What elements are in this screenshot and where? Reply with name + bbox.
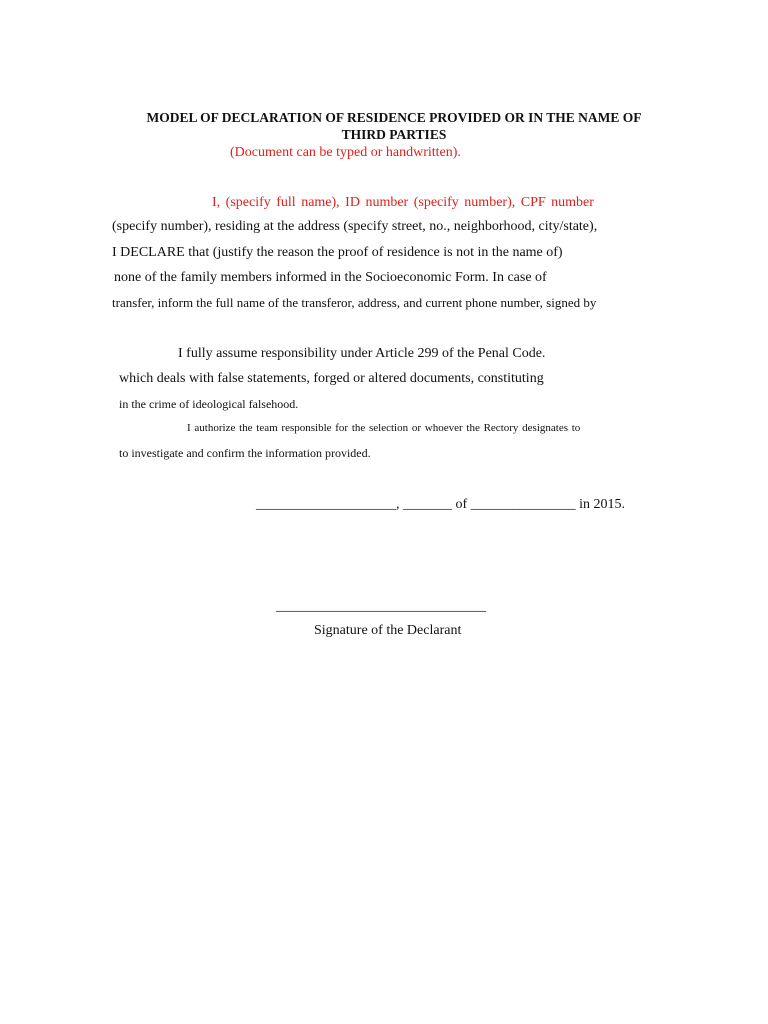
document-note: (Document can be typed or handwritten).	[230, 145, 461, 160]
declaration-line-2: (specify number), residing at the address (specify street, no., neighborhood, city/state),	[112, 219, 598, 234]
signature-line: ______________________________	[276, 599, 486, 614]
declaration-line-5: transfer, inform the full name of the transferor, address, and current phone number, signed by	[112, 295, 597, 310]
date-line: ____________________, _______ of _______________ in 2015.	[256, 497, 626, 512]
declaration-line-4: none of the family members informed in the Socioeconomic Form. In case of	[114, 270, 547, 285]
authorization-line-1: I authorize the team responsible for the selection or whoever the Rectory designates to	[187, 422, 581, 434]
declaration-line-3: I DECLARE that (justify the reason the proof of residence is not in the name of)	[112, 245, 563, 260]
document-title-line-2: THIRD PARTIES	[341, 127, 447, 142]
authorization-line-2: to investigate and confirm the information provided.	[119, 446, 371, 460]
responsibility-line-1: I fully assume responsibility under Article 299 of the Penal Code.	[178, 346, 546, 361]
document-title-line-1: MODEL OF DECLARATION OF RESIDENCE PROVIDED OR IN THE NAME OF	[146, 110, 642, 125]
responsibility-line-2: which deals with false statements, forged or altered documents, constituting	[119, 371, 544, 386]
declaration-line-1: I, (specify full name), ID number (specify number), CPF number	[212, 195, 594, 210]
signature-label: Signature of the Declarant	[314, 623, 462, 638]
responsibility-line-3: in the crime of ideological falsehood.	[119, 397, 299, 411]
